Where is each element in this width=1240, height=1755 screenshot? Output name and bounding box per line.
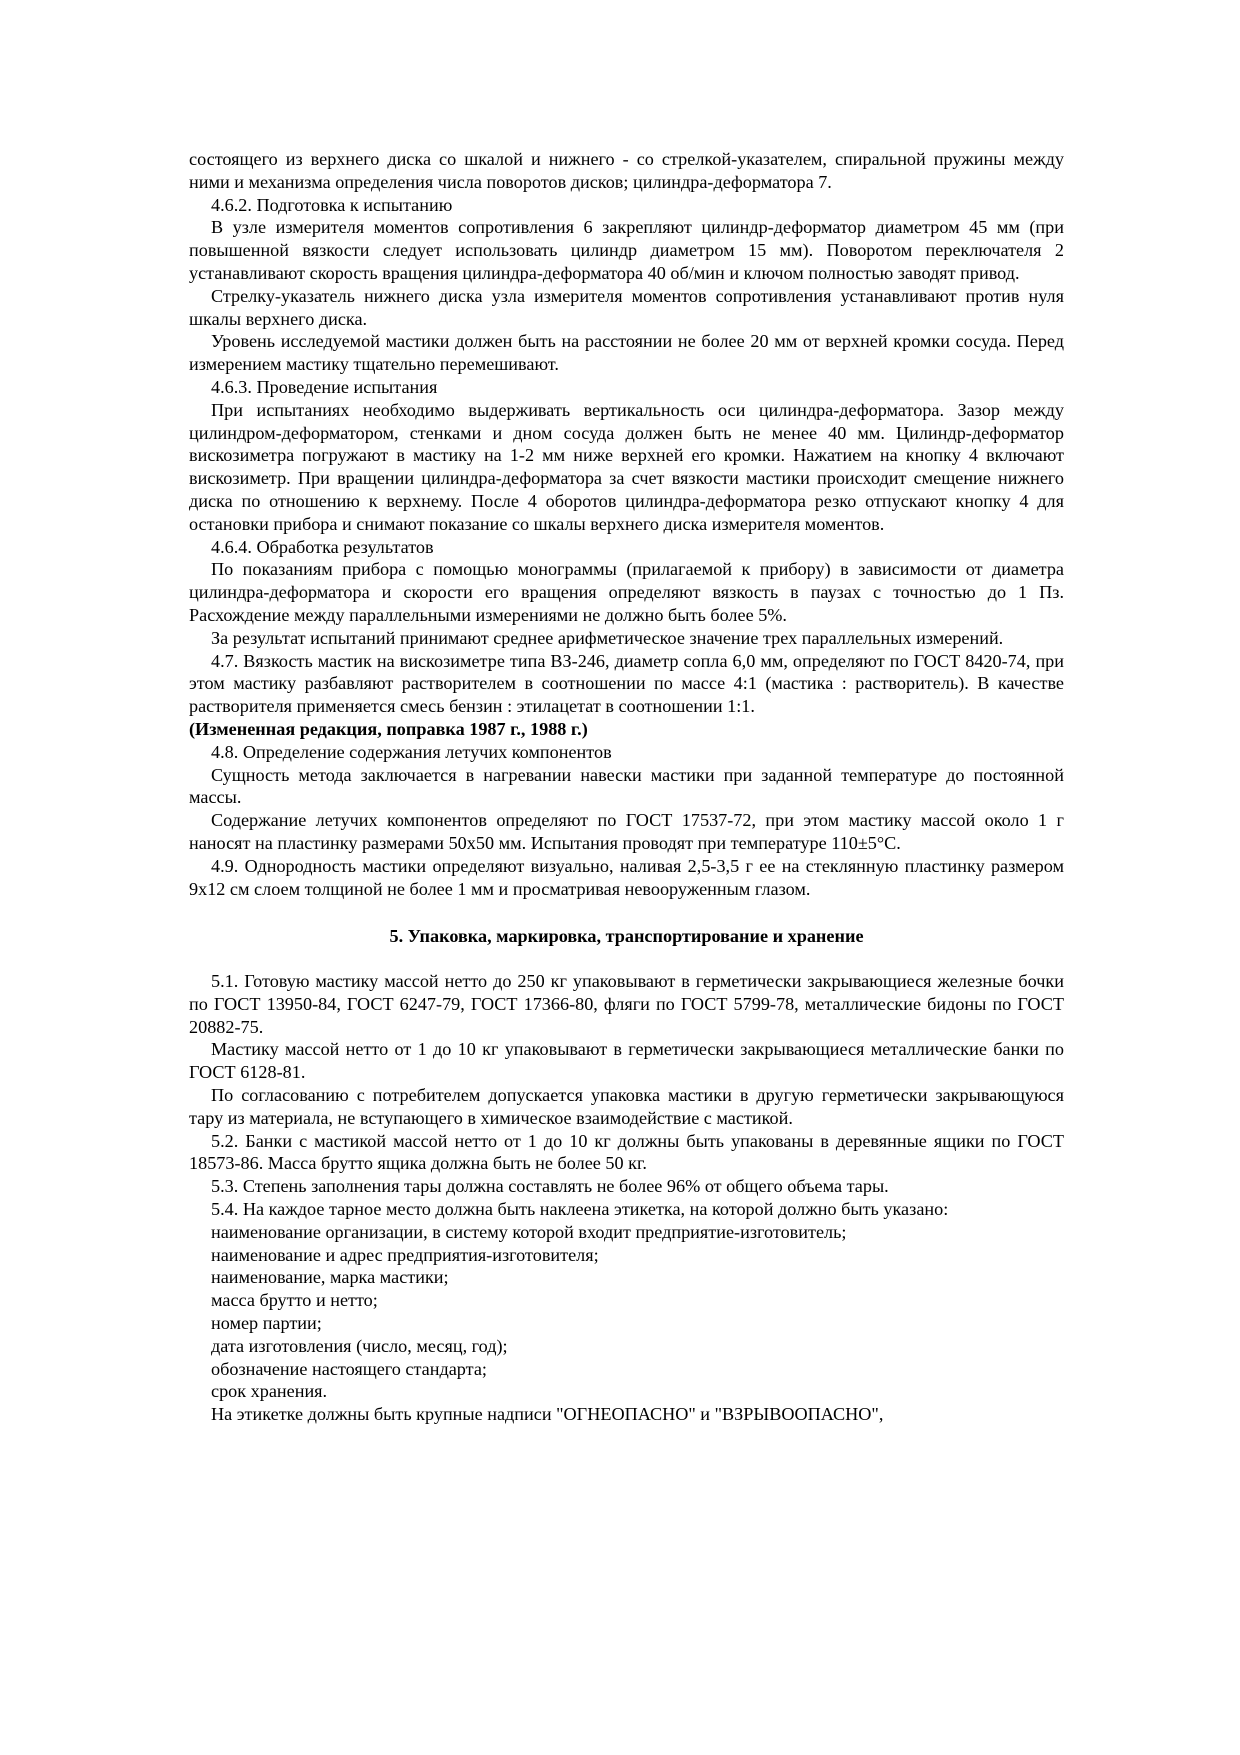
paragraph: На этикетке должны быть крупные надписи "ОГНЕОПАСНО" и "ВЗРЫВООПАСНО", bbox=[211, 1404, 884, 1425]
list-item: наименование и адрес предприятия-изготовителя; bbox=[211, 1244, 599, 1265]
paragraph: Сущность метода заключается в нагревании навески мастики при заданной температуре до постоянной массы. bbox=[189, 764, 1064, 808]
list-item: масса брутто и нетто; bbox=[211, 1290, 378, 1311]
paragraph: В узле измерителя моментов сопротивления 6 закрепляют цилиндр-деформатор диаметром 45 мм (при повышенной вязкости следует использовать цилиндр диаметром 15 мм). Поворотом переключателя 2 устанавливают скорость вращения цилиндра-деформатора 40 об/мин и ключом полностью заводят привод. bbox=[189, 217, 1064, 283]
subsection-heading: 4.8. Определение содержания летучих компонентов bbox=[211, 741, 612, 762]
subsection-heading: 4.6.2. Подготовка к испытанию bbox=[211, 194, 453, 215]
paragraph: По показаниям прибора с помощью монограммы (прилагаемой к прибору) в зависимости от диаметра цилиндра-деформатора и скорости его вращения определяют вязкость в паузах с точностью до 1 Пз. Расхождение между параллельными измерениями не должно быть более 5%. bbox=[189, 559, 1064, 625]
paragraph: Содержание летучих компонентов определяют по ГОСТ 17537-72, при этом мастику массой около 1 г наносят на пластинку размерами 50х50 мм. Испытания проводят при температуре 110±5°С. bbox=[189, 810, 1064, 853]
paragraph: 5.3. Степень заполнения тары должна составлять не более 96% от общего объема тары. bbox=[211, 1176, 889, 1197]
document-page bbox=[189, 148, 1064, 1426]
paragraph: Мастику массой нетто от 1 до 10 кг упаковывают в герметически закрывающиеся металлические банки по ГОСТ 6128-81. bbox=[189, 1039, 1064, 1083]
paragraph: При испытаниях необходимо выдерживать вертикальность оси цилиндра-деформатора. Зазор между цилиндром-деформатором, стенками и дном сосуда должен быть не менее 40 мм. Цилиндр-деформатор вискозиметра погружают в мастику на 1-2 мм ниже верхней его кромки. Нажатием на кнопку 4 включают вискозиметр. При вращении цилиндра-деформатора за счет вязкости мастики происходит смещение нижнего диска по отношению к верхнему. После 4 оборотов цилиндра-деформатора резко отпускают кнопку 4 для остановки прибора и снимают показание со шкалы верхнего диска измерителя моментов. bbox=[189, 399, 1064, 534]
paragraph: 5.4. На каждое тарное место должна быть наклеена этикетка, на которой должно быть указано: bbox=[211, 1199, 949, 1220]
list-item: дата изготовления (число, месяц, год); bbox=[211, 1335, 508, 1356]
list-item: наименование организации, в систему которой входит предприятие-изготовитель; bbox=[211, 1221, 847, 1242]
subsection-heading: 4.6.4. Обработка результатов bbox=[211, 536, 434, 557]
subsection-heading: 4.6.3. Проведение испытания bbox=[211, 376, 438, 397]
paragraph: 5.2. Банки с мастикой массой нетто от 1 до 10 кг должны быть упакованы в деревянные ящики по ГОСТ 18573-86. Масса брутто ящика должна быть не более 50 кг. bbox=[189, 1130, 1064, 1174]
paragraph: 4.9. Однородность мастики определяют визуально, наливая 2,5-3,5 г ее на стеклянную пластинку размером 9х12 см слоем толщиной не более 1 мм и просматривая невооруженным глазом. bbox=[189, 855, 1064, 899]
paragraph: Уровень исследуемой мастики должен быть на расстоянии не более 20 мм от верхней кромки сосуда. Перед измерением мастику тщательно перемешивают. bbox=[189, 331, 1064, 375]
paragraph: По согласованию с потребителем допускается упаковка мастики в другую герметически закрывающуюся тару из материала, не вступающего в химическое взаимодействие с мастикой. bbox=[189, 1085, 1064, 1128]
paragraph: состоящего из верхнего диска со шкалой и нижнего - со стрелкой-указателем, спиральной пружины между ними и механизма определения числа поворотов дисков; цилиндра-деформатора 7. bbox=[189, 149, 1064, 192]
paragraph: Стрелку-указатель нижнего диска узла измерителя моментов сопротивления устанавливают против нуля шкалы верхнего диска. bbox=[189, 285, 1064, 329]
list-item: срок хранения. bbox=[211, 1381, 328, 1402]
paragraph: 4.7. Вязкость мастик на вискозиметре типа ВЗ-246, диаметр сопла 6,0 мм, определяют по ГОСТ 8420-74, при этом мастику разбавляют растворителем в соотношении по массе 4:1 (мастика : растворитель). В качестве растворителя применяется смесь бензин : этилацетат в соотношении 1:1. bbox=[189, 650, 1064, 717]
list-item: обозначение настоящего стандарта; bbox=[211, 1358, 487, 1379]
list-item: номер партии; bbox=[211, 1313, 322, 1334]
amendment-note: (Измененная редакция, поправка 1987 г., 1988 г.) bbox=[189, 718, 588, 739]
paragraph: 5.1. Готовую мастику массой нетто до 250 кг упаковывают в герметически закрывающиеся железные бочки по ГОСТ 13950-84, ГОСТ 6247-79, ГОСТ 17366-80, фляги по ГОСТ 5799-78, металлические бидоны по ГОСТ 20882-75. bbox=[189, 971, 1064, 1037]
list-item: наименование, марка мастики; bbox=[211, 1267, 449, 1288]
section-heading: 5. Упаковка, маркировка, транспортирование и хранение bbox=[389, 926, 864, 947]
paragraph: За результат испытаний принимают среднее арифметическое значение трех параллельных измерений. bbox=[211, 627, 1004, 648]
